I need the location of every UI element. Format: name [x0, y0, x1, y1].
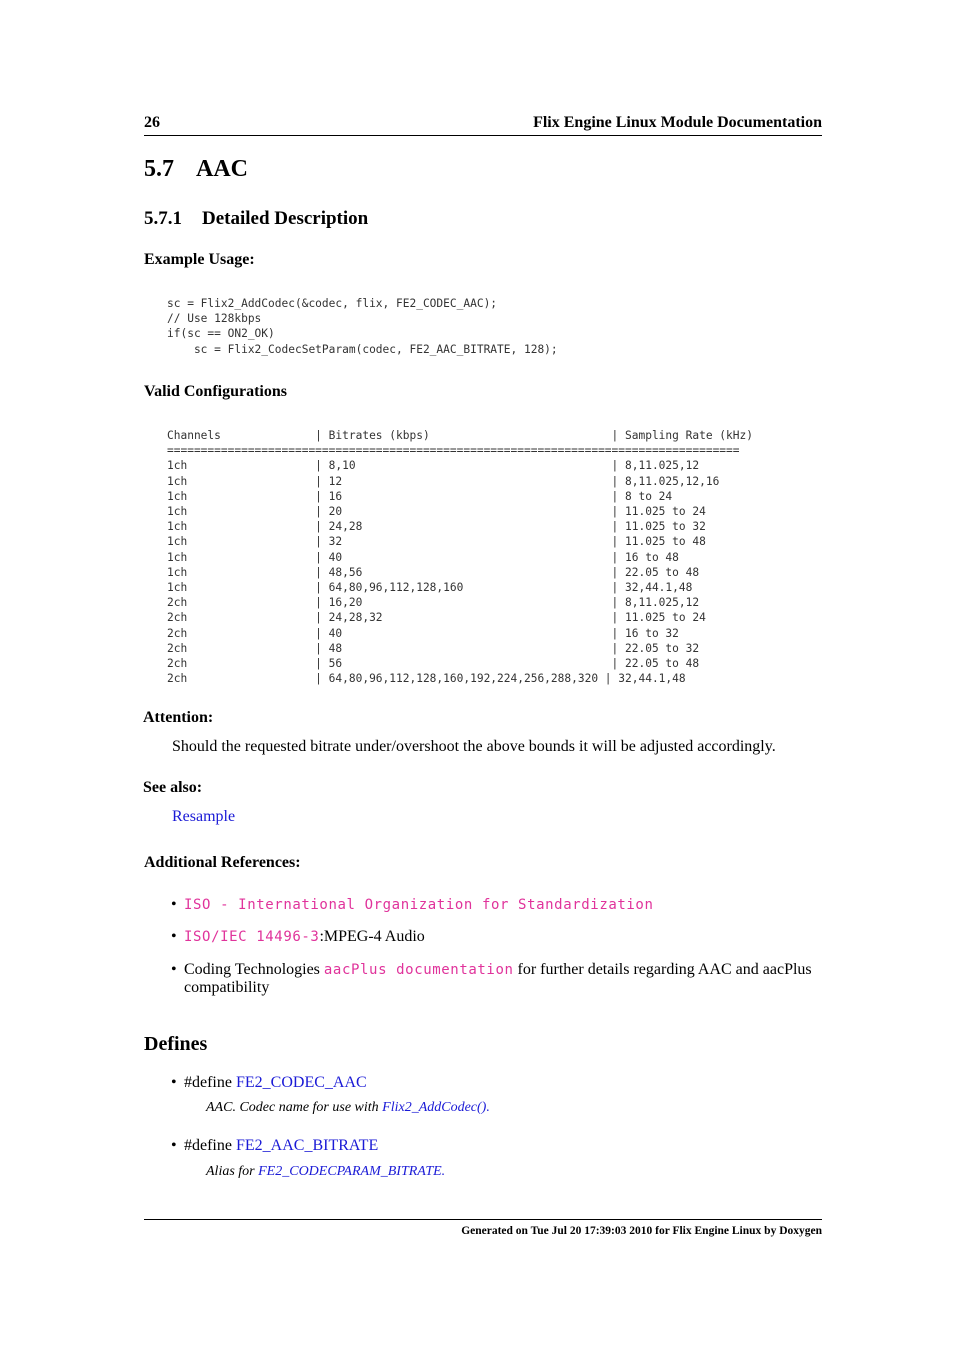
page-header [144, 113, 822, 136]
reference-item-iec [171, 928, 425, 946]
coding-prefix: Coding Technologies [184, 961, 324, 978]
define-brief-bitrate [206, 1164, 445, 1180]
document-title: Flix Engine Linux Module Documentation [533, 114, 822, 131]
bullet-icon: • [171, 1137, 177, 1154]
subsection-heading [144, 208, 368, 230]
section-heading [144, 156, 248, 183]
valid-configurations-label: Valid Configurations [144, 383, 287, 400]
bullet-icon: • [171, 961, 177, 978]
bullet-icon: • [171, 896, 177, 913]
iso-link[interactable]: ISO - International Organization for Standardization [184, 897, 654, 913]
reference-item-iso [171, 896, 654, 914]
define-item-codec [171, 1074, 367, 1092]
coding-suffix-line2: compatibility [184, 979, 270, 996]
subsection-title: Detailed Description [202, 208, 369, 229]
flix2-addcodec-link[interactable]: Flix2_AddCodec() [382, 1100, 487, 1115]
define-prefix: #define [184, 1137, 236, 1154]
see-also-label: See also: [143, 779, 203, 796]
define-brief-codec [206, 1100, 490, 1116]
attention-text: Should the requested bitrate under/overshoot the above bounds it will be adjusted accordingly. [172, 738, 776, 755]
iso-iec-link[interactable]: ISO/IEC 14496-3 [184, 929, 320, 945]
example-code-block: sc = Flix2_AddCodec(&codec, flix, FE2_CODEC_AAC); // Use 128kbps if(sc == ON2_OK) sc = Flix2_CodecSetParam(codec, FE2_AAC_BITRATE, 128); [167, 297, 558, 356]
page-footer [144, 1219, 822, 1237]
section-title: AAC [196, 156, 248, 182]
define-item-bitrate [171, 1137, 379, 1155]
brief-prefix: Alias for [206, 1164, 259, 1179]
fe2-codec-aac-link[interactable]: FE2_CODEC_AAC [235, 1074, 367, 1091]
reference-item-coding [171, 961, 824, 997]
define-prefix: #define [184, 1074, 236, 1091]
brief-suffix: . [486, 1100, 490, 1115]
coding-suffix: for further details regarding AAC and aacPlus [513, 961, 812, 978]
defines-heading: Defines [144, 1033, 208, 1055]
footer-text: Generated on Tue Jul 20 17:39:03 2010 for Flix Engine Linux by Doxygen [461, 1225, 822, 1237]
configurations-table: Channels | Bitrates (kbps) | Sampling Rate (kHz) ===================================================================================== 1ch | 8,10 | 8,11.025,12 1ch | 12 | 8,11.025,12,16 1ch | 16 | 8 to 24 1ch | 20 | 11.025 to 24 1ch | 24,28 | 11.025 to 32 1ch | 32 | 11.025 to 48 1ch | 40 | 16 to 48 1ch | 48,56 | 22.05 to 48 1ch | 64,80,96,112,128,160 | 32,44.1,48 2ch | 16,20 | 8,11.025,12 2ch | 24,28,32 | 11.025 to 24 2ch | 40 | 16 to 32 2ch | 48 | 22.05 to 32 2ch | 56 | 22.05 to 48 2ch | 64,80,96,112,128,160,192,224,256,288,320 | 32,44.1,48 [167, 429, 753, 686]
brief-prefix: AAC. Codec name for use with [206, 1100, 383, 1115]
fe2-aac-bitrate-link[interactable]: FE2_AAC_BITRATE [235, 1137, 379, 1154]
iso-iec-description: :MPEG-4 Audio [319, 928, 425, 945]
attention-label: Attention: [143, 709, 214, 726]
bullet-icon: • [171, 1074, 177, 1091]
fe2-codecparam-bitrate-link[interactable]: FE2_CODECPARAM_BITRATE [258, 1164, 442, 1179]
brief-suffix: . [441, 1164, 446, 1179]
bullet-icon: • [171, 928, 177, 945]
aacplus-documentation-link[interactable]: aacPlus documentation [323, 962, 514, 978]
section-number: 5.7 [144, 156, 174, 182]
page-number: 26 [144, 114, 160, 131]
resample-link[interactable]: Resample [172, 808, 236, 825]
additional-references-label: Additional References: [144, 854, 301, 871]
subsection-number: 5.7.1 [144, 208, 182, 229]
example-usage-label: Example Usage: [144, 251, 255, 268]
